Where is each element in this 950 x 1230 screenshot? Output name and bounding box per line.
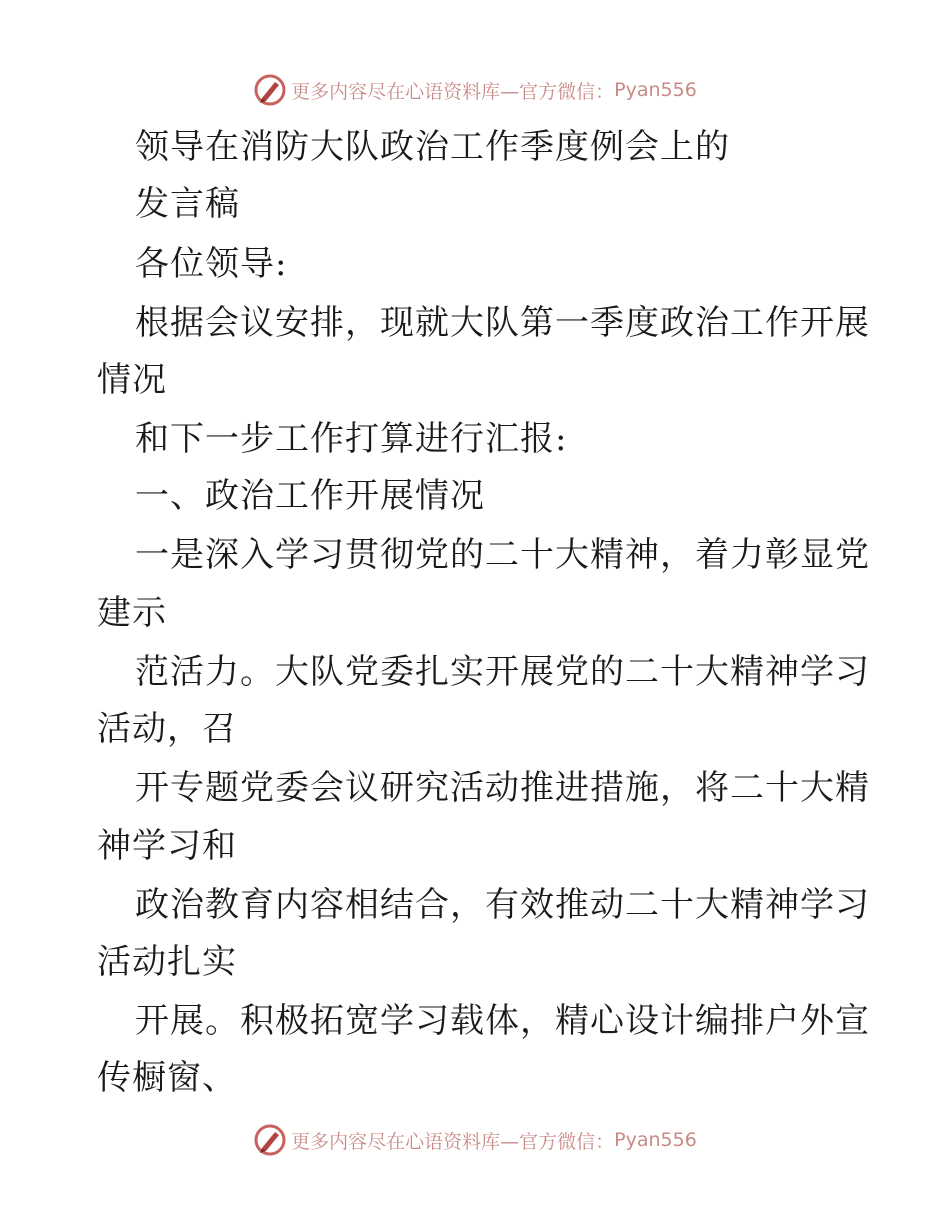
doc-paragraph-line: 传橱窗、 bbox=[97, 1058, 237, 1098]
doc-paragraph-line: 开展。积极拓宽学习载体，精心设计编排户外宣 bbox=[135, 1001, 870, 1041]
pen-logo-icon bbox=[253, 1123, 287, 1157]
watermark-text: 更多内容尽在心语资料库—官方微信： bbox=[291, 1130, 615, 1153]
doc-paragraph-line: 神学习和 bbox=[97, 826, 237, 866]
watermark-text: 更多内容尽在心语资料库—官方微信： bbox=[291, 80, 615, 103]
doc-title-line-2: 发言稿 bbox=[135, 184, 240, 224]
doc-paragraph-line: 活动扎实 bbox=[97, 942, 237, 982]
doc-title-line-1: 领导在消防大队政治工作季度例会上的 bbox=[135, 127, 730, 167]
doc-paragraph-line: 政治教育内容相结合，有效推动二十大精神学习 bbox=[135, 885, 870, 925]
footer-watermark bbox=[0, 1120, 950, 1160]
watermark-wechat-id: Pyan556 bbox=[614, 1129, 697, 1151]
doc-paragraph-line: 和下一步工作打算进行汇报: bbox=[135, 419, 568, 459]
watermark-wechat-id: Pyan556 bbox=[614, 79, 697, 101]
doc-paragraph-line: 活动，召 bbox=[97, 709, 237, 749]
doc-paragraph-line: 开专题党委会议研究活动推进措施，将二十大精 bbox=[135, 768, 870, 808]
doc-paragraph-line: 范活力。大队党委扎实开展党的二十大精神学习 bbox=[135, 652, 870, 692]
doc-paragraph-line: 建示 bbox=[97, 593, 167, 633]
doc-section-heading: 一、政治工作开展情况 bbox=[135, 476, 485, 516]
doc-paragraph-line: 根据会议安排，现就大队第一季度政治工作开展 bbox=[135, 303, 870, 343]
doc-salutation: 各位领导: bbox=[135, 244, 288, 284]
doc-paragraph-line: 情况 bbox=[97, 360, 167, 400]
doc-paragraph-line: 一是深入学习贯彻党的二十大精神，着力彰显党 bbox=[135, 535, 870, 575]
